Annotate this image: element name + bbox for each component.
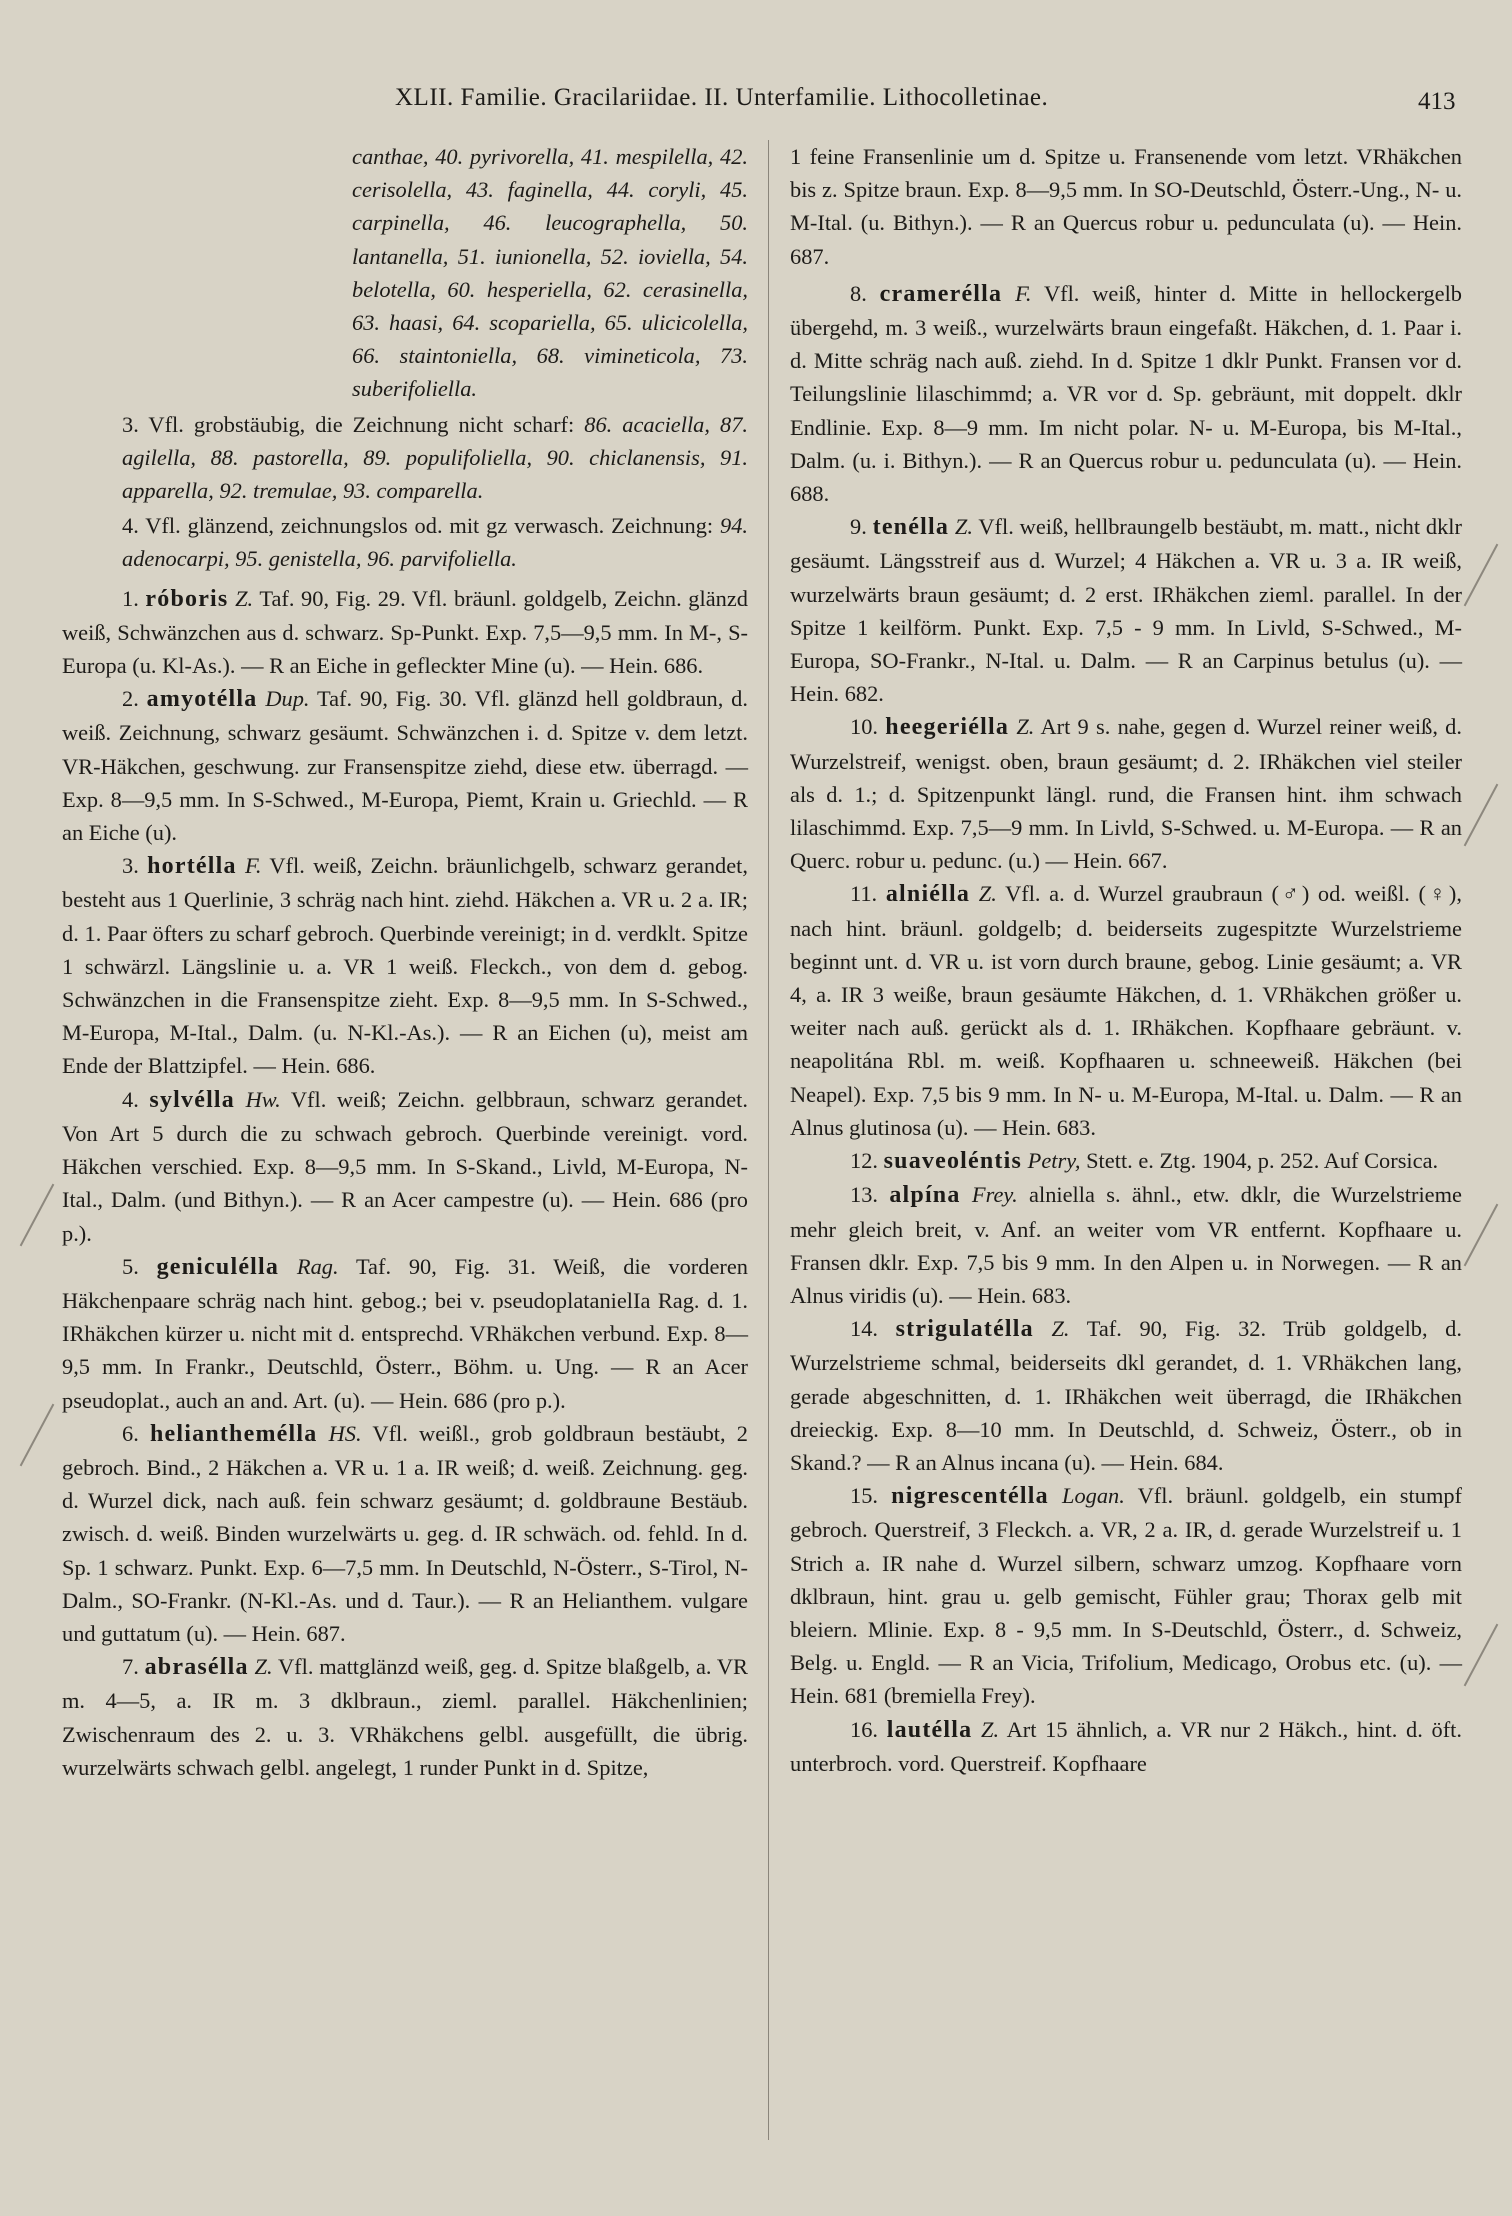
species-author: Rag.	[296, 1253, 339, 1279]
key-species-list: canthae, 40. pyrivorella, 41. mespilella, 42. cerisolella, 43. faginella, 44. coryli, 45. carpinella, 46. leucographella, 50. lantanella, 51. iunionella, 52. ioviella, 54. belotella, 60. hesperiella, 62. cerasinella, 63. haasi, 64. scopariella, 65. ulicicolella, 66. staintoniella, 68. vimineticola, 73. suberifoliella.	[352, 144, 748, 402]
species-description: Taf. 90, Fig. 32. Trüb goldgelb, d. Wurzelstrieme schmal, beiderseits dkl gerandet, d. 1. VRhäkchen lang, gerade abgeschnitten, d. 1. IRhäkchen weit überragd, die IRhäkchen dreieckig. Exp. 8—10 mm. In Deutschld, d. Schweiz, Österr., ob in Skand.? — R an Alnus incana (u). — Hein. 684.	[790, 1316, 1462, 1475]
species-name: strigulatélla	[895, 1316, 1034, 1343]
species-entry: 14. strigulatélla Z. Taf. 90, Fig. 32. Trüb goldgelb, d. Wurzelstrieme schmal, beiderseits dkl gerandet, d. 1. VRhäkchen lang, gerade abgeschnitten, d. 1. IRhäkchen weit überragd, die IRhäkchen dreieckig. Exp. 8—10 mm. In Deutschld, d. Schweiz, Österr., ob in Skand.? — R an Alnus incana (u). — Hein. 684.	[790, 1316, 1462, 1475]
continuation-text: 1 feine Fransenlinie um d. Spitze u. Fransenende vom letzt. VRhäkchen bis z. Spitze braun. Exp. 8—9,5 mm. In SO-Deutschld, Österr.-Ung., N- u. M-Ital. (u. Bithyn.). — R an Quercus robur u. pedunculata (u). — Hein. 687.	[790, 144, 1462, 269]
species-name: alniélla	[885, 881, 971, 908]
species-entry: 5. geniculélla Rag. Taf. 90, Fig. 31. Weiß, die vorderen Häkchenpaare schräg nach hint. gebog.; bei v. pseudoplatanielIa Rag. d. 1. IRhäkchen kürzer u. nicht mit d. entsprechd. VRhäkchen verbund. Exp. 8—9,5 mm. In Frankr., Deutschld, Österr., Böhm. u. Ung. — R an Acer pseudoplat., auch an and. Art. (u). — Hein. 686 (pro p.).	[62, 1253, 748, 1413]
species-author: F.	[245, 853, 262, 879]
species-entry: 10. heegeriélla Z. Art 9 s. nahe, gegen d. Wurzel reiner weiß, d. Wurzelstreif, wenigst. oben, braun gesäumt; d. 2. IRhäkchen viel steiler als d. 1.; d. Spitzenpunkt längl. rund, die Fransen hint. ihm schwach lilaschimmd. Exp. 7,5—9 mm. In Livld, S-Schwed. u. M-Europa. — R an Querc. robur u. pedunc. (u.) — Hein. 667.	[790, 714, 1462, 874]
species-description: Taf. 90, Fig. 31. Weiß, die vorderen Häkchenpaare schräg nach hint. gebog.; bei v. pseudoplatanielIa Rag. d. 1. IRhäkchen kürzer u. nicht mit d. entsprechd. VRhäkchen verbund. Exp. 8—9,5 mm. In Frankr., Deutschld, Österr., Böhm. u. Ung. — R an Acer pseudoplat., auch an and. Art. (u). — Hein. 686 (pro p.).	[62, 1253, 748, 1413]
species-description: Taf. 90, Fig. 29. Vfl. bräunl. goldgelb, Zeichn. glänzd weiß, Schwänzchen aus d. schwarz. Sp-Punkt. Exp. 7,5—9,5 mm. In M-, S-Europa (u. Kl-As.). — R an Eiche in gefleckter Mine (u). — Hein. 686.	[62, 585, 748, 679]
pencil-mark	[1464, 1204, 1499, 1267]
pencil-mark	[20, 1404, 55, 1467]
species-description: Art 15 ähnlich, a. VR nur 2 Häkch., hint. d. öft. unterbroch. vord. Querstreif. Kopfhaare	[790, 1716, 1462, 1776]
key-item-4-species: 94. adenocarpi, 95. genistella, 96. parvifoliella.	[122, 513, 748, 572]
species-entry: 8. cramerélla F. Vfl. weiß, hinter d. Mitte in hellockergelb übergehd, m. 3 weiß., wurzelwärts braun eingefaßt. Häkchen, d. 1. Paar i. d. Mitte schräg nach auß. ziehd. In d. Spitze 1 dklr Punkt. Fransen vor d. Teilungslinie lilaschimmd; a. VR vor d. Sp. gebräunt, mit doppelt. dklr Endlinie. Exp. 8—9 mm. Im nicht polar. N- u. M-Europa, bis M-Ital., Dalm. (u. i. Bithyn.). — R an Quercus robur u. pedunculata (u). — Hein. 688.	[790, 280, 1462, 507]
species-author: HS.	[328, 1420, 362, 1446]
species-name: heegeriélla	[885, 714, 1010, 741]
species-entry: 16. lautélla Z. Art 15 ähnlich, a. VR nur 2 Häkch., hint. d. öft. unterbroch. vord. Querstreif. Kopfhaare	[790, 1716, 1462, 1776]
species-name: tenélla	[872, 514, 950, 541]
key-item-4	[62, 509, 748, 575]
species-entry: 6. helianthemélla HS. Vfl. weißl., grob goldbraun bestäubt, 2 gebroch. Bind., 2 Häkchen a. VR u. 1 a. IR weiß; d. weiß. Zeichnung. geg. d. Wurzel dick, nach auß. fein schwarz gesäumt; d. goldbraune Bestäub. zwisch. d. weiß. Binden wurzelwärts u. geg. d. IR schwäch. od. fehld. In d. Sp. 1 schwarz. Punkt. Exp. 6—7,5 mm. In Deutschld, N-Österr., S-Tirol, N-Dalm., SO-Frankr. (N-Kl.-As. und d. Taur.). — R an Helianthem. vulgare und guttatum (u). — Hein. 687.	[62, 1420, 748, 1646]
species-author: Z.	[254, 1654, 273, 1680]
species-author: Z.	[1016, 714, 1035, 740]
species-author: Z.	[981, 1716, 1000, 1742]
species-description: alniella s. ähnl., etw. dklr, die Wurzelstrieme mehr gleich breit, v. Anf. an weiter vom VR entfernt. Kopfhaare u. Fransen dklr. Exp. 7,5 bis 9 mm. In den Alpen u. in Norwegen. — R an Alnus viridis (u). — Hein. 683.	[790, 1182, 1462, 1308]
species-author: Dup.	[265, 686, 310, 712]
species-description: Vfl. weiß; Zeichn. gelbbraun, schwarz gerandet. Von Art 5 durch die zu schwach gebroch. Querbinde vereinigt. vord. Häkchen verschied. Exp. 8—9,5 mm. In S-Skand., Livld, M-Europa, N-Ital., Dalm. (und Bithyn.). — R an Acer campestre (u). — Hein. 686 (pro p.).	[62, 1086, 748, 1246]
species-author: Hw.	[245, 1086, 281, 1112]
species-name: helianthemélla	[149, 1420, 318, 1447]
species-name: amyotélla	[146, 686, 258, 713]
species-description: Art 9 s. nahe, gegen d. Wurzel reiner weiß, d. Wurzelstreif, wenigst. oben, braun gesäumt; d. 2. IRhäkchen viel steiler als d. 1.; d. Spitzenpunkt längl. rund, die Fransen hint. ihm schwach lilaschimmd. Exp. 7,5—9 mm. In Livld, S-Schwed. u. M-Europa. — R an Querc. robur u. pedunc. (u.) — Hein. 667.	[790, 714, 1462, 874]
species-description: Vfl. mattglänzd weiß, geg. d. Spitze blaßgelb, a. VR m. 4—5, a. IR m. 3 dklbraun., zieml. parallel. Häkchenlinien; Zwischenraum des 2. u. 3. VRhäkchens gelbl. ausgefüllt, die übrig. wurzelwärts schwach gelbl. angelegt, 1 runder Punkt in d. Spitze,	[62, 1654, 748, 1780]
species-name: lautélla	[886, 1716, 973, 1743]
species-entry: 3. hortélla F. Vfl. weiß, Zeichn. bräunlichgelb, schwarz gerandet, besteht aus 1 Querlinie, 3 schräg nach hint. ziehd. Häkchen a. VR u. 2 a. IR; d. 1. Paar öfters zu scharf gebroch. Querbinde vereinigt; in d. verdklt. Spitze 1 schwärzl. Längslinie u. a. VR 1 weiß. Fleckch., von dem d. gebog. Schwänzchen in die Fransenspitze zieht. Exp. 8—9,5 mm. In S-Schwed., M-Europa, M-Ital., Dalm. (u. N-Kl.-As.). — R an Eichen (u), meist am Ende der Blattzipfel. — Hein. 686.	[62, 853, 748, 1079]
species-author: Z.	[1051, 1316, 1070, 1342]
column-divider	[768, 140, 769, 2140]
species-description: Vfl. bräunl. goldgelb, ein stumpf gebroch. Querstreif, 3 Fleckch. a. VR, 2 a. IR, d. gerade Wurzelstreif u. 1 Strich a. IR nahe d. Wurzel silbern, schwarz umzog. Kopfhaare vorn dklbraun, hint. grau u. gelb gemischt, Fühler grau; Thorax gelb mit bleiern. Mlinie. Exp. 8 - 9,5 mm. In S-Deutschld, Österr., d. Schweiz, Belg. u. Engld. — R an Vicia, Trifolium, Medicago, Orobus etc. (u). — Hein. 681 (bremiella Frey).	[790, 1483, 1463, 1709]
page-number: 413	[1418, 88, 1456, 115]
species-description: Vfl. weiß, hinter d. Mitte in hellockergelb übergehd, m. 3 weiß., wurzelwärts braun eingefaßt. Häkchen, d. 1. Paar i. d. Mitte schräg nach auß. ziehd. In d. Spitze 1 dklr Punkt. Fransen vor d. Teilungslinie lilaschimmd; a. VR vor d. Sp. gebräunt, mit doppelt. dklr Endlinie. Exp. 8—9 mm. Im nicht polar. N- u. M-Europa, bis M-Ital., Dalm. (u. i. Bithyn.). — R an Quercus robur u. pedunculata (u). — Hein. 688.	[790, 280, 1462, 507]
species-entry: 15. nigrescentélla Logan. Vfl. bräunl. goldgelb, ein stumpf gebroch. Querstreif, 3 Fleckch. a. VR, 2 a. IR, d. gerade Wurzelstreif u. 1 Strich a. IR nahe d. Wurzel silbern, schwarz umzog. Kopfhaare vorn dklbraun, hint. grau u. gelb gemischt, Fühler grau; Thorax gelb mit bleiern. Mlinie. Exp. 8 - 9,5 mm. In S-Deutschld, Österr., d. Schweiz, Belg. u. Engld. — R an Vicia, Trifolium, Medicago, Orobus etc. (u). — Hein. 681 (bremiella Frey).	[790, 1483, 1463, 1709]
species-name: suaveoléntis	[883, 1148, 1023, 1175]
species-author: Z.	[954, 514, 973, 540]
species-description: Vfl. a. d. Wurzel graubraun (♂) od. weißl. (♀), nach hint. bräunl. goldgelb; d. beiderseits zugespitzte Wurzelstrieme beginnt unt. d. VR u. ist vorn durch braune, gebog. Linie gesäumt; a. VR 4, a. IR 3 weiße, braun gesäumte Häkchen, d. 1. VRhäkchen größer u. weiter nach auß. gerückt als d. 1. IRhäkchen. Kopfhaare gebräunt. v. neapolitána Rbl. m. weiß. Kopfhaaren u. schneeweiß. Häkchen (bei Neapel). Exp. 7,5 bis 9 mm. In N- u. M-Europa, M-Ital. u. Dalm. — R an Alnus glutinosa (u). — Hein. 683.	[790, 881, 1462, 1140]
pencil-mark	[1464, 544, 1499, 607]
key-item-3-label: 3. Vfl. grobstäubig, die Zeichnung nicht scharf:	[122, 411, 575, 437]
species-author: Z.	[235, 585, 254, 611]
running-header	[0, 84, 1512, 124]
species-name: geniculélla	[156, 1253, 280, 1280]
species-description: Stett. e. Ztg. 1904, p. 252. Auf Corsica.	[1086, 1148, 1439, 1174]
species-entry: 9. tenélla Z. Vfl. weiß, hellbraungelb bestäubt, m. matt., nicht dklr gesäumt. Längsstreif aus d. Wurzel; 4 Häkchen a. VR u. 3 a. IR weiß, wurzelwärts braun gesäumt; d. 2 erst. IRhäkchen zieml. parallel. In der Spitze 1 keilförm. Punkt. Exp. 7,5 - 9 mm. In Livld, S-Schwed., M-Europa, SO-Frankr., N-Ital. u. Dalm. — R an Carpinus betulus (u). — Hein. 682.	[790, 514, 1462, 707]
species-description: Taf. 90, Fig. 30. Vfl. glänzd hell goldbraun, d. weiß. Zeichnung, schwarz gesäumt. Schwänzchen i. d. Spitze v. dem letzt. VR-Häkchen, geschwung. zur Fransenspitze ziehd, diese etw. überragd. — Exp. 8—9,5 mm. In S-Schwed., M-Europa, Piemt, Krain u. Griechld. — R an Eiche (u).	[62, 686, 748, 846]
species-author: F.	[1015, 280, 1032, 306]
species-author: Petry,	[1027, 1148, 1081, 1174]
species-name: alpína	[889, 1182, 961, 1209]
pencil-mark	[20, 1184, 55, 1247]
species-entry: 13. alpína Frey. alniella s. ähnl., etw. dklr, die Wurzelstrieme mehr gleich breit, v. Anf. an weiter vom VR entfernt. Kopfhaare u. Fransen dklr. Exp. 7,5 bis 9 mm. In den Alpen u. in Norwegen. — R an Alnus viridis (u). — Hein. 683.	[790, 1182, 1462, 1308]
species-author: Frey.	[971, 1182, 1018, 1208]
species-entry: 1. róboris Z. Taf. 90, Fig. 29. Vfl. bräunl. goldgelb, Zeichn. glänzd weiß, Schwänzchen aus d. schwarz. Sp-Punkt. Exp. 7,5—9,5 mm. In M-, S-Europa (u. Kl-As.). — R an Eiche in gefleckter Mine (u). — Hein. 686.	[62, 585, 748, 679]
right-column	[790, 140, 1462, 1780]
species-description: Vfl. weiß, Zeichn. bräunlichgelb, schwarz gerandet, besteht aus 1 Querlinie, 3 schräg nach hint. ziehd. Häkchen a. VR u. 2 a. IR; d. 1. Paar öfters zu scharf gebroch. Querbinde vereinigt; in d. verdklt. Spitze 1 schwärzl. Längslinie u. a. VR 1 weiß. Fleckch., von dem d. gebog. Schwänzchen in die Fransenspitze zieht. Exp. 8—9,5 mm. In S-Schwed., M-Europa, M-Ital., Dalm. (u. N-Kl.-As.). — R an Eichen (u), meist am Ende der Blattzipfel. — Hein. 686.	[62, 853, 748, 1079]
key-item-3-species: 86. acaciella, 87. agilella, 88. pastorella, 89. populifoliella, 90. chiclanensis, 91. apparella, 92. tremulae, 93. comparella.	[122, 411, 748, 504]
species-name: abrasélla	[144, 1654, 249, 1681]
pencil-mark	[1464, 1624, 1499, 1687]
species-name: sylvélla	[149, 1086, 236, 1113]
species-name: nigrescentélla	[891, 1483, 1049, 1510]
species-description: Vfl. weißl., grob goldbraun bestäubt, 2 gebroch. Bind., 2 Häkchen a. VR u. 1 a. IR weiß; d. weiß. Zeichnung. geg. d. Wurzel dick, nach auß. fein schwarz gesäumt; d. goldbraune Bestäub. zwisch. d. weiß. Binden wurzelwärts u. geg. d. IR schwäch. od. fehld. In d. Sp. 1 schwarz. Punkt. Exp. 6—7,5 mm. In Deutschld, N-Österr., S-Tirol, N-Dalm., SO-Frankr. (N-Kl.-As. und d. Taur.). — R an Helianthem. vulgare und guttatum (u). — Hein. 687.	[62, 1420, 748, 1646]
species-entry: 11. alniélla Z. Vfl. a. d. Wurzel graubraun (♂) od. weißl. (♀), nach hint. bräunl. goldgelb; d. beiderseits zugespitzte Wurzelstrieme beginnt unt. d. VR u. ist vorn durch braune, gebog. Linie gesäumt; a. VR 4, a. IR 3 weiße, braun gesäumte Häkchen, d. 1. VRhäkchen größer u. weiter nach auß. gerückt als d. 1. IRhäkchen. Kopfhaare gebräunt. v. neapolitána Rbl. m. weiß. Kopfhaaren u. schneeweiß. Häkchen (bei Neapel). Exp. 7,5 bis 9 mm. In N- u. M-Europa, M-Ital. u. Dalm. — R an Alnus glutinosa (u). — Hein. 683.	[790, 881, 1462, 1140]
species-author: Z.	[978, 881, 997, 907]
species-name: róboris	[145, 585, 229, 612]
left-column	[62, 140, 748, 1784]
species-author: Logan.	[1062, 1483, 1125, 1509]
species-entry: 12. suaveoléntis Petry, Stett. e. Ztg. 1904, p. 252. Auf Corsica.	[850, 1148, 1439, 1175]
header-title: XLII. Familie. Gracilariidae. II. Unterfamilie. Lithocolletinae.	[395, 84, 1049, 111]
species-entry: 7. abrasélla Z. Vfl. mattglänzd weiß, geg. d. Spitze blaßgelb, a. VR m. 4—5, a. IR m. 3 dklbraun., zieml. parallel. Häkchenlinien; Zwischenraum des 2. u. 3. VRhäkchens gelbl. ausgefüllt, die übrig. wurzelwärts schwach gelbl. angelegt, 1 runder Punkt in d. Spitze,	[62, 1654, 748, 1780]
species-name: hortélla	[147, 853, 237, 880]
key-item-4-label: 4. Vfl. glänzend, zeichnungslos od. mit gz verwasch. Zeichnung:	[122, 513, 714, 539]
pencil-mark	[1464, 784, 1499, 847]
species-entry: 4. sylvélla Hw. Vfl. weiß; Zeichn. gelbbraun, schwarz gerandet. Von Art 5 durch die zu schwach gebroch. Querbinde vereinigt. vord. Häkchen verschied. Exp. 8—9,5 mm. In S-Skand., Livld, M-Europa, N-Ital., Dalm. (und Bithyn.). — R an Acer campestre (u). — Hein. 686 (pro p.).	[62, 1086, 748, 1246]
key-item-3	[62, 408, 748, 508]
species-description: Vfl. weiß, hellbraungelb bestäubt, m. matt., nicht dklr gesäumt. Längsstreif aus d. Wurzel; 4 Häkchen a. VR u. 3 a. IR weiß, wurzelwärts braun gesäumt; d. 2 erst. IRhäkchen zieml. parallel. In der Spitze 1 keilförm. Punkt. Exp. 7,5 - 9 mm. In Livld, S-Schwed., M-Europa, SO-Frankr., N-Ital. u. Dalm. — R an Carpinus betulus (u). — Hein. 682.	[790, 514, 1462, 707]
species-name: cramerélla	[879, 280, 1003, 307]
species-entry: 2. amyotélla Dup. Taf. 90, Fig. 30. Vfl. glänzd hell goldbraun, d. weiß. Zeichnung, schwarz gesäumt. Schwänzchen i. d. Spitze v. dem letzt. VR-Häkchen, geschwung. zur Fransenspitze ziehd, diese etw. überragd. — Exp. 8—9,5 mm. In S-Schwed., M-Europa, Piemt, Krain u. Griechld. — R an Eiche (u).	[62, 686, 748, 846]
